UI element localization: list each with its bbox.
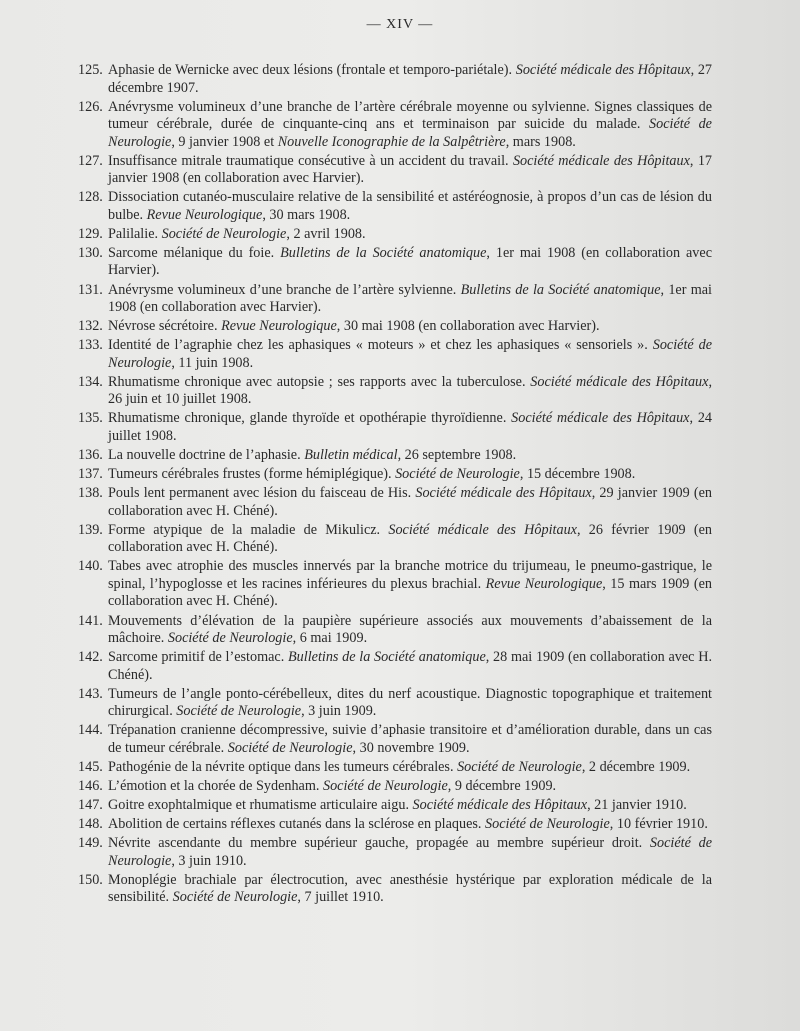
entry-number: 127. [78, 152, 103, 169]
entry-text: Mouvements d’élévation de la paupière supérieure associés aux mouvements d’abaissement de la mâchoire. [108, 612, 712, 646]
entry-text: , 1er mai 1908 (en collaboration avec Harvier). [108, 281, 712, 316]
journal-title: Bulletins de la Société anatomique [460, 281, 661, 298]
journal-title: Bulletins de la Société anatomique [288, 649, 486, 666]
entry-number: 149. [78, 835, 103, 852]
bibliography-entry [78, 686, 712, 721]
page-number: — XIV — [366, 17, 434, 32]
journal-title: Société de Neurologie [108, 116, 712, 150]
entry-number: 131. [78, 281, 103, 298]
bibliography-entry [78, 872, 712, 907]
entry-text: , 30 novembre 1909. [352, 739, 470, 756]
journal-title: Société de Neurologie [108, 835, 712, 869]
journal-title: Société de Neurologie [167, 630, 293, 646]
entry-number: 148. [78, 816, 103, 833]
entry-text: Forme atypique de la maladie de Mikulicz. [108, 521, 389, 538]
entry-text: La nouvelle doctrine de l’aphasie. [108, 447, 305, 464]
entry-number: 134. [78, 373, 103, 390]
entry-text: Névrite ascendante du membre supérieur gauche, propagée au membre supérieur droit. [108, 835, 650, 852]
entry-text: Identité de l’agraphie chez les aphasiques « moteurs » et chez les aphasiques « sensoriels ». [108, 337, 653, 354]
entry-text: , 1er mai 1908 (en collaboration avec Harvier). [108, 244, 712, 279]
entry-text: , 7 juillet 1910. [297, 889, 384, 906]
bibliography-entry [78, 759, 712, 777]
entry-text: , 15 décembre 1908. [519, 466, 636, 483]
entry-text: , 10 février 1910. [609, 816, 708, 833]
entry-text: , 26 juin et 10 juillet 1908. [108, 373, 712, 408]
entry-text: , 3 juin 1909. [301, 703, 377, 720]
journal-title: Société médicale des Hôpitaux [512, 152, 690, 169]
entry-number: 139. [78, 521, 103, 538]
journal-title: Société de Neurologie [395, 466, 520, 483]
entry-number: 145. [78, 758, 103, 775]
entry-text: , 26 février 1909 (en collaboration avec H. Chéné). [108, 521, 713, 556]
bibliography-entry [78, 613, 712, 648]
entry-text: Pathogénie de la névrite optique dans les tumeurs cérébrales. [108, 758, 458, 775]
bibliography-entry [78, 778, 712, 796]
entry-number: 132. [78, 318, 103, 335]
journal-title: Société de Neurologie [108, 337, 712, 371]
entry-text: , 21 janvier 1910. [587, 797, 687, 814]
entry-text: Pouls lent permanent avec lésion du faisceau de His. [108, 485, 416, 502]
entry-text: , 11 juin 1908. [171, 354, 254, 371]
entry-text: Sarcome primitif de l’estomac. [108, 649, 288, 666]
bibliography-entry [78, 797, 712, 815]
journal-title: Société de Neurologie [176, 703, 302, 720]
bibliography-entry [78, 189, 712, 224]
bibliography-entry [78, 226, 712, 244]
entry-text: Trépanation cranienne décompressive, suivie d’aphasie transitoire et d’amélioration durable, dans un cas de tumeur cérébrale. [108, 722, 712, 756]
entry-number: 133. [78, 337, 103, 354]
entry-text: Monoplégie brachiale par électrocution, avec anesthésie hystérique par exploration médicale de la sensibilité. [108, 871, 712, 906]
journal-title: Société de Neurologie [172, 889, 298, 906]
journal-title: Société de Neurologie [485, 816, 610, 833]
bibliography-entry [78, 466, 712, 484]
entry-number: 147. [78, 797, 103, 814]
entry-text: , 9 décembre 1909. [447, 777, 557, 794]
entry-text: Anévrysme volumineux d’une branche de l’artère cérébrale moyenne ou sylvienne. Signes classiques de tumeur cérébrale, durée de cinquante-cinq ans et terminaison par suicide du malade. [108, 98, 712, 133]
bibliography-entry [78, 447, 712, 465]
entry-number: 136. [78, 447, 103, 464]
journal-title: Société médicale des Hôpitaux [388, 521, 577, 538]
entry-text: Névrose sécrétoire. [108, 318, 222, 335]
entry-text: Goitre exophtalmique et rhumatisme articulaire aigu. [108, 797, 413, 814]
entry-text: , 28 mai 1909 (en collaboration avec H. Chéné). [108, 649, 712, 683]
journal-title: Nouvelle Iconographie de la Salpêtrière [277, 133, 506, 150]
entry-text: Anévrysme volumineux d’une branche de l’artère sylvienne. [108, 281, 461, 298]
entry-text: , 29 janvier 1909 (en collaboration avec H. Chéné). [108, 485, 712, 519]
entry-text: Rhumatisme chronique avec autopsie ; ses rapports avec la tuberculose. [108, 373, 531, 390]
entry-number: 129. [78, 225, 103, 242]
bibliography-entry [78, 835, 712, 870]
entry-text: Abolition de certains réflexes cutanés dans la sclérose en plaques. [108, 816, 486, 833]
entry-number: 126. [78, 98, 103, 115]
entry-number: 150. [78, 871, 103, 888]
journal-title: Société médicale des Hôpitaux [530, 373, 709, 390]
bibliography-entry [78, 558, 712, 611]
journal-title: Société de Neurologie [161, 225, 287, 242]
journal-title: Société de Neurologie [457, 758, 582, 775]
entry-number: 128. [78, 189, 103, 206]
entry-text: , 2 décembre 1909. [581, 758, 691, 775]
entry-text: , 24 juillet 1908. [108, 410, 713, 444]
entry-number: 138. [78, 485, 103, 502]
entry-text: Dissociation cutanéo-musculaire relative de la sensibilité et astéréognosie, à propos d’un cas de lésion du bulbe. [108, 189, 712, 223]
entry-number: 130. [78, 244, 103, 261]
bibliography-entry [78, 99, 712, 152]
entry-number: 143. [78, 685, 103, 702]
entry-text: Tumeurs cérébrales frustes (forme hémiplégique). [108, 466, 396, 483]
entry-text: , 27 décembre 1907. [108, 62, 713, 96]
entry-text: Aphasie de Wernicke avec deux lésions (frontale et temporo-pariétale). [108, 62, 516, 78]
bibliography-entry [78, 318, 712, 336]
bibliography-entry [78, 62, 712, 97]
entry-number: 125. [78, 62, 103, 78]
bibliography-entry [78, 374, 712, 409]
journal-title: Revue Neurologique [146, 206, 263, 223]
journal-title: Société médicale des Hôpitaux [415, 485, 592, 502]
bibliography-entry [78, 153, 712, 188]
journal-title: Revue Neurologique [221, 318, 337, 335]
entry-text: , 3 juin 1910. [171, 852, 247, 869]
journal-title: Bulletin médical [304, 447, 398, 464]
entry-number: 146. [78, 777, 103, 794]
bibliography-entry [78, 722, 712, 757]
journal-title: Société de Neurologie [227, 739, 353, 756]
journal-title: Société de Neurologie [322, 777, 448, 794]
entry-text: Insuffisance mitrale traumatique consécutive à un accident du travail. [108, 152, 513, 169]
entry-text: , 6 mai 1909. [292, 630, 368, 646]
bibliography-entry [78, 649, 712, 684]
entry-number: 135. [78, 410, 103, 427]
entry-text: , 30 mars 1908. [262, 206, 351, 223]
entry-text: Rhumatisme chronique, glande thyroïde et opothérapie thyroïdienne. [108, 410, 512, 427]
entry-number: 144. [78, 722, 103, 739]
entry-number: 140. [78, 558, 103, 575]
entry-text: Palilalie. [108, 225, 162, 242]
entry-text: , mars 1908. [505, 133, 576, 150]
journal-title: Revue Neurologique [485, 575, 603, 592]
entry-text: L’émotion et la chorée de Sydenham. [108, 777, 323, 794]
entry-text: , 30 mai 1908 (en collaboration avec Harvier). [336, 318, 600, 335]
entry-number: 141. [78, 612, 103, 629]
entry-text: , 26 septembre 1908. [397, 447, 517, 464]
bibliography-list [78, 62, 712, 908]
bibliography-entry [78, 282, 712, 317]
entry-text: Tabes avec atrophie des muscles innervés par la branche motrice du trijumeau, le pneumo-gastrique, le spinal, l’hypoglosse et les racines inférieures du plexus brachial. [108, 558, 712, 592]
entry-number: 142. [78, 649, 103, 666]
entry-text: , 9 janvier 1908 et [171, 133, 278, 150]
entry-text: , 17 janvier 1908 (en collaboration avec Harvier). [108, 152, 712, 187]
entry-text: , 15 mars 1909 (en collaboration avec H. Chéné). [108, 575, 712, 610]
journal-title: Société médicale des Hôpitaux [515, 62, 691, 78]
bibliography-entry [78, 337, 712, 372]
journal-title: Société médicale des Hôpitaux [412, 797, 588, 814]
entry-text: Sarcome mélanique du foie. [108, 244, 281, 261]
entry-text: , 2 avril 1908. [286, 225, 366, 242]
bibliography-entry [78, 245, 712, 280]
bibliography-entry [78, 522, 712, 557]
entry-text: Tumeurs de l’angle ponto-cérébelleux, dites du nerf acoustique. Diagnostic topographique et traitement chirurgical. [108, 685, 712, 720]
bibliography-entry [78, 485, 712, 520]
bibliography-entry [78, 410, 712, 445]
bibliography-entry [78, 816, 712, 834]
entry-number: 137. [78, 466, 103, 483]
journal-title: Bulletins de la Société anatomique [280, 244, 487, 261]
journal-title: Société médicale des Hôpitaux [511, 410, 690, 427]
